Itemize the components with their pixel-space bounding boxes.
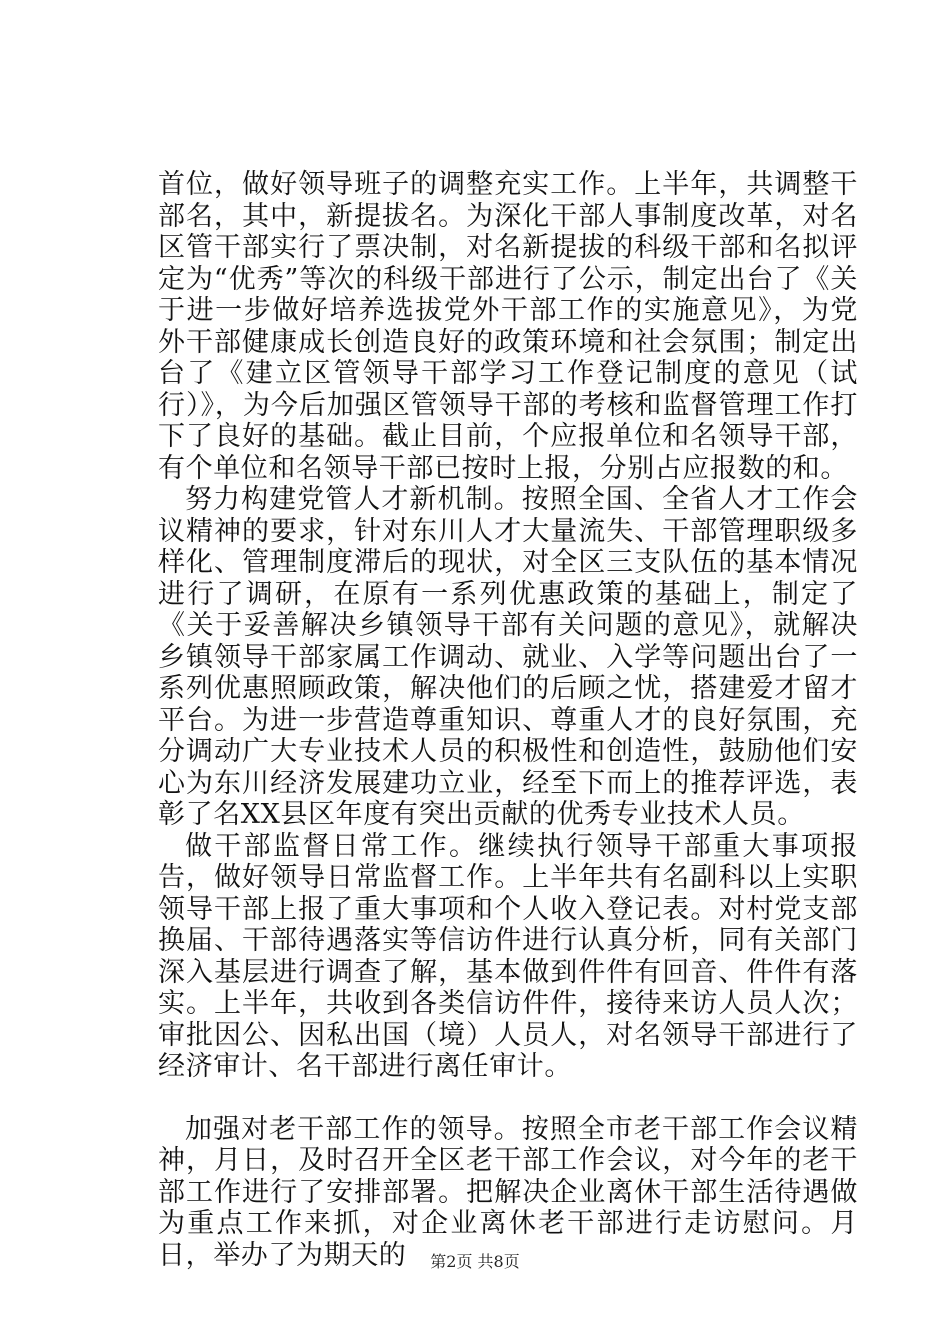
paragraph-retired-cadres: 加强对老干部工作的领导。按照全市老干部工作会议精神，月日，及时召开全区老干部工作会议，对今年的老干部工作进行了安排部署。把解决企业离休干部生活待遇做为重点工作来抓，对企业离休老干部进行走访慰问。月日，举办了为期天的: [158, 1113, 858, 1271]
page-number-footer: 第2页 共8页: [430, 1252, 520, 1271]
paragraph-cadre-supervision: 做干部监督日常工作。继续执行领导干部重大事项报告，做好领导日常监督工作。上半年共有名副科以上实职领导干部上报了重大事项和个人收入登记表。对村党支部换届、干部待遇落实等信访件进行认真分析，同有关部门深入基层进行调查了解，基本做到件件有回音、件件有落实。上半年，共收到各类信访件件，接待来访人员人次；审批因公、因私出国（境）人员人，对名领导干部进行了经济审计、名干部进行离任审计。: [158, 830, 858, 1082]
paragraph-talent-mechanism: 努力构建党管人才新机制。按照全国、全省人才工作会议精神的要求，针对东川人才大量流失、干部管理职级多样化、管理制度滞后的现状，对全区三支队伍的基本情况进行了调研，在原有一系列优惠政策的基础上，制定了《关于妥善解决乡镇领导干部有关问题的意见》，就解决乡镇领导干部家属工作调动、就业、入学等问题出台了一系列优惠照顾政策，解决他们的后顾之忧，搭建爱才留才平台。为进一步营造尊重知识、尊重人才的良好氛围，充分调动广大专业技术人员的积极性和创造性，鼓励他们安心为东川经济发展建功立业，经至下而上的推荐评选，表彰了名XX县区年度有突出贡献的优秀专业技术人员。: [158, 484, 858, 830]
paragraph-cadre-adjustment: 首位，做好领导班子的调整充实工作。上半年，共调整干部名，其中，新提拔名。为深化干部人事制度改革，对名区管干部实行了票决制，对名新提拔的科级干部和名拟评定为“优秀”等次的科级干部进行了公示，制定出台了《关于进一步做好培养选拔党外干部工作的实施意见》，为党外干部健康成长创造良好的政策环境和社会氛围；制定出台了《建立区管领导干部学习工作登记制度的意见（试行）》，为今后加强区管领导干部的考核和监督管理工作打下了良好的基础。截止目前，个应报单位和名领导干部，有个单位和名领导干部已按时上报，分别占应报数的和。: [158, 169, 858, 484]
document-body: [158, 169, 858, 1271]
